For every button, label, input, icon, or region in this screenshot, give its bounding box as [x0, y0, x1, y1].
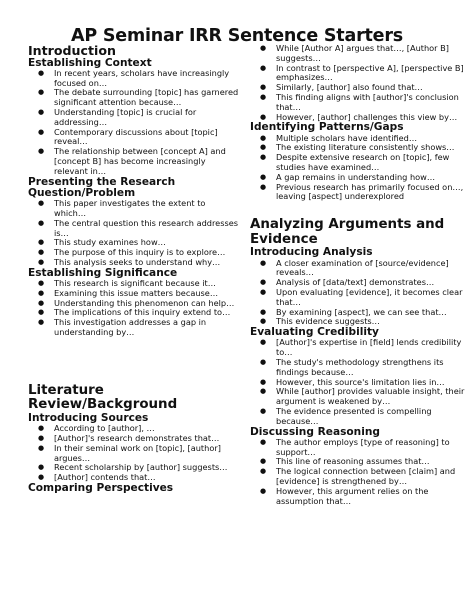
- subheading-research-question: Presenting the Research Question/Problem: [28, 175, 176, 199]
- list-item: ● A gap remains in understanding how…: [260, 173, 468, 183]
- list-item: ● However, this argument relies on the assumption that…: [260, 487, 468, 507]
- list-item: ● Understanding [topic] is crucial for addressing…: [38, 108, 240, 128]
- list-item: ● The relationship between [concept A] and [concept B] has become increasingly relevant in…: [38, 147, 240, 176]
- list-evaluating-credibility: [250, 338, 468, 426]
- list-establishing-context: [28, 69, 240, 177]
- list-item: ● The implications of this inquiry extend to…: [38, 308, 240, 318]
- list-discussing-reasoning: [250, 438, 468, 507]
- list-item: ● However, [author] challenges this view by…: [260, 113, 468, 123]
- list-item: ● Multiple scholars have identified…: [260, 134, 468, 144]
- list-item: ● The existing literature consistently shows…: [260, 143, 468, 153]
- page-title: AP Seminar IRR Sentence Starters: [71, 26, 403, 46]
- right-column: [250, 44, 468, 506]
- list-item: ● The debate surrounding [topic] has garnered significant attention because…: [38, 88, 240, 108]
- list-item: ● Contemporary discussions about [topic] reveal…: [38, 128, 240, 148]
- list-item: ● The evidence presented is compelling because…: [260, 407, 468, 427]
- list-item: ● This analysis seeks to understand why…: [38, 258, 240, 268]
- list-item: ● Examining this issue matters because…: [38, 289, 240, 299]
- list-item: ● In contrast to [perspective A], [perspective B] emphasizes…: [260, 64, 468, 84]
- list-item: ● This research is significant because it…: [38, 279, 240, 289]
- list-item: ● This line of reasoning assumes that…: [260, 457, 468, 467]
- list-item: ● Recent scholarship by [author] suggests…: [38, 463, 240, 473]
- list-item: ● While [Author A] argues that…, [Author B] suggests…: [260, 44, 468, 64]
- list-item: ● This evidence suggests…: [260, 317, 468, 327]
- list-item: ● By examining [aspect], we can see that…: [260, 308, 468, 318]
- subheading-significance: Establishing Significance: [28, 266, 178, 279]
- list-item: ● The author employs [type of reasoning] to support…: [260, 438, 468, 458]
- list-comparing-perspectives: [250, 44, 468, 122]
- list-item: ● However, this source's limitation lies in…: [260, 378, 468, 388]
- list-item: ● [Author] contends that…: [38, 473, 240, 483]
- list-introducing-sources: [28, 424, 240, 483]
- section-heading-literature: Literature Review/Background: [28, 382, 178, 413]
- list-item: ● The purpose of this inquiry is to explore…: [38, 248, 240, 258]
- list-item: ● [Author]'s expertise in [field] lends credibility to…: [260, 338, 468, 358]
- list-item: ● Despite extensive research on [topic], few studies have examined…: [260, 153, 468, 173]
- list-research-question: [28, 199, 240, 268]
- list-item: ● The central question this research addresses is…: [38, 219, 240, 239]
- list-item: ● While [author] provides valuable insight, their argument is weakened by…: [260, 387, 468, 407]
- section-heading-introduction: Introduction: [28, 43, 116, 58]
- list-item: ● This finding aligns with [author]'s conclusion that…: [260, 93, 468, 113]
- list-item: ● This investigation addresses a gap in understanding by…: [38, 318, 240, 338]
- list-item: ● In recent years, scholars have increasingly focused on…: [38, 69, 240, 89]
- list-introducing-analysis: [250, 259, 468, 328]
- list-patterns-gaps: [250, 134, 468, 203]
- list-item: ● This paper investigates the extent to which…: [38, 199, 240, 219]
- left-column: [28, 44, 240, 494]
- subheading-discussing-reasoning: Discussing Reasoning: [250, 425, 380, 438]
- subheading-patterns-gaps: Identifying Patterns/Gaps: [250, 121, 404, 134]
- list-item: ● This study examines how…: [38, 238, 240, 248]
- subheading-introducing-sources: Introducing Sources: [28, 411, 149, 424]
- list-item: ● Upon evaluating [evidence], it becomes clear that…: [260, 288, 468, 308]
- list-item: ● In their seminal work on [topic], [author] argues…: [38, 444, 240, 464]
- section-heading-analyzing: Analyzing Arguments and Evidence: [250, 217, 445, 247]
- list-item: ● The logical connection between [claim] and [evidence] is strengthened by…: [260, 467, 468, 487]
- list-item: ● Analysis of [data/text] demonstrates…: [260, 278, 468, 288]
- list-item: ● The study's methodology strengthens its findings because…: [260, 358, 468, 378]
- list-significance: [28, 279, 240, 338]
- subheading-introducing-analysis: Introducing Analysis: [250, 246, 373, 259]
- subheading-establishing-context: Establishing Context: [28, 56, 152, 69]
- list-item: ● Understanding this phenomenon can help…: [38, 299, 240, 309]
- subheading-evaluating-credibility: Evaluating Credibility: [250, 326, 379, 339]
- list-item: ● Previous research has primarily focused on…, leaving [aspect] underexplored: [260, 183, 468, 203]
- list-item: ● A closer examination of [source/evidence] reveals…: [260, 259, 468, 279]
- list-item: ● [Author]'s research demonstrates that…: [38, 434, 240, 444]
- subheading-comparing-perspectives: Comparing Perspectives: [28, 481, 174, 494]
- list-item: ● According to [author], …: [38, 424, 240, 434]
- list-item: ● Similarly, [author] also found that…: [260, 83, 468, 93]
